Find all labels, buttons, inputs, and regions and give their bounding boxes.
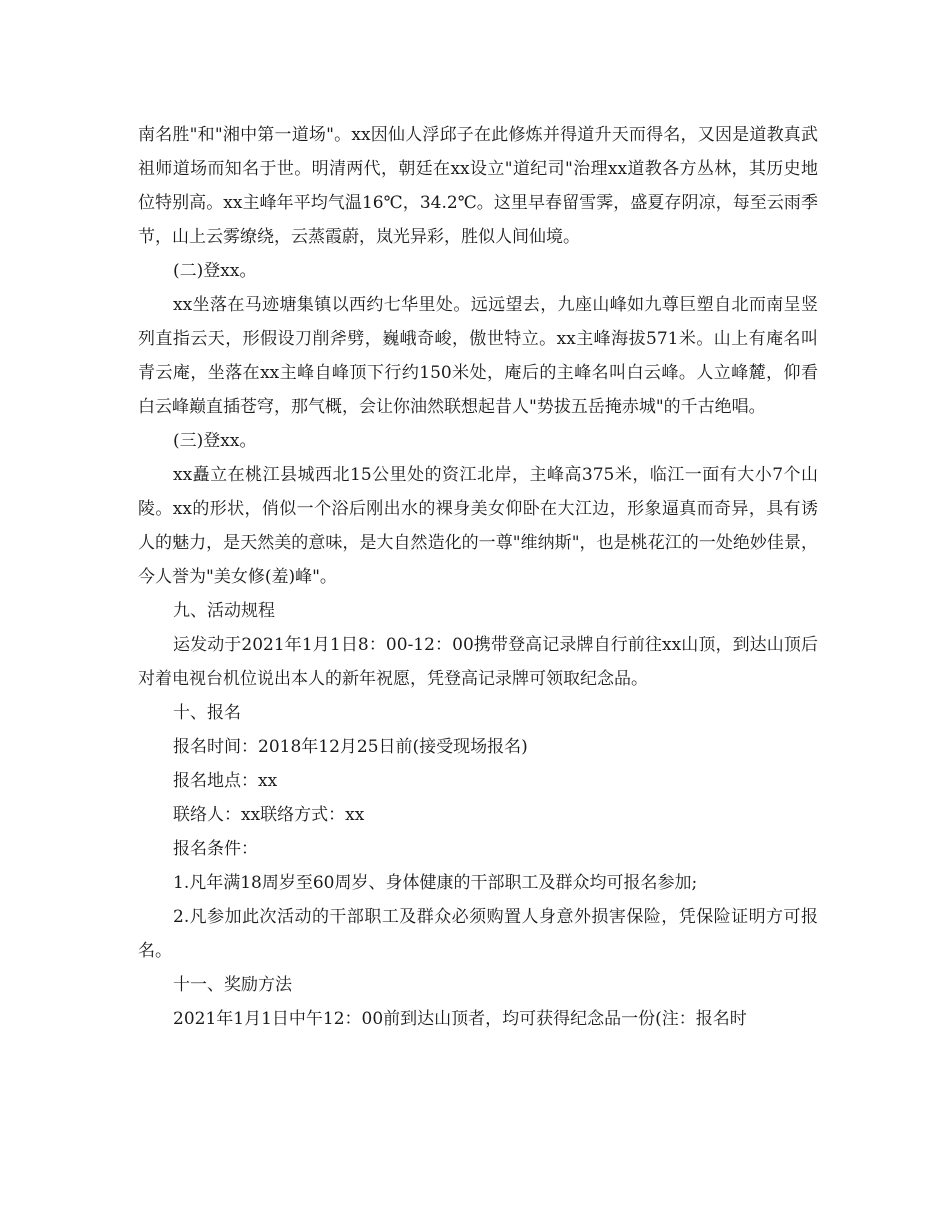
- paragraph-mountain-2: xx坐落在马迹塘集镇以西约七华里处。远远望去，九座山峰如九尊巨塑自北而南呈竖列直指云天，形假设刀削斧劈，巍峨奇峻，傲世特立。xx主峰海拔571米。山上有庵名叫青云庵，坐落在xx主峰自峰顶下行约150米处，庵后的主峰名叫白云峰。人立峰麓，仰看白云峰巅直插苍穹，那气概，会让你油然联想起昔人"势拔五岳掩赤城"的千古绝唱。: [138, 295, 818, 417]
- registration-condition-1: 1.凡年满18周岁至60周岁、身体健康的干部职工及群众均可报名参加;: [173, 873, 698, 893]
- registration-time: 报名时间：2018年12月25日前(接受现场报名): [173, 737, 528, 757]
- registration-conditions-label: 报名条件：: [173, 839, 258, 859]
- section-heading-deng-2: (二)登xx。: [173, 261, 257, 281]
- section-heading-deng-3: (三)登xx。: [173, 431, 257, 451]
- section-heading-registration: 十、报名: [173, 703, 241, 723]
- section-heading-activity-rules: 九、活动规程: [173, 601, 275, 621]
- paragraph-rewards: 2021年1月1日中午12：00前到达山顶者，均可获得纪念品一份(注：报名时: [173, 1009, 747, 1029]
- section-heading-rewards: 十一、奖励方法: [173, 975, 292, 995]
- registration-condition-2: 2.凡参加此次活动的干部职工及群众必须购置人身意外损害保险，凭保险证明方可报名。: [138, 907, 818, 961]
- paragraph-activity-rules: 运发动于2021年1月1日8：00-12：00携带登高记录牌自行前往xx山顶，到达山顶后对着电视台机位说出本人的新年祝愿，凭登高记录牌可领取纪念品。: [138, 635, 818, 689]
- paragraph-intro-continued: 南名胜"和"湘中第一道场"。xx因仙人浮邱子在此修炼并得道升天而得名，又因是道教真武祖师道场而知名于世。明清两代，朝廷在xx设立"道纪司"治理xx道教各方丛林，其历史地位特别高。xx主峰年平均气温16℃，34.2℃。这里早春留雪霁，盛夏存阴凉，每至云雨季节，山上云雾缭绕，云蒸霞蔚，岚光异彩，胜似人间仙境。: [138, 125, 818, 247]
- document-body: [138, 118, 818, 1036]
- registration-location: 报名地点：xx: [173, 771, 278, 791]
- paragraph-mountain-3: xx矗立在桃江县城西北15公里处的资江北岸，主峰高375米，临江一面有大小7个山陵。xx的形状，俏似一个浴后刚出水的裸身美女仰卧在大江边，形象逼真而奇异，具有诱人的魅力，是天然美的意味，是大自然造化的一尊"维纳斯"，也是桃花江的一处绝妙佳景，今人誉为"美女修(羞)峰"。: [138, 465, 818, 587]
- registration-contact: 联络人：xx联络方式：xx: [173, 805, 365, 825]
